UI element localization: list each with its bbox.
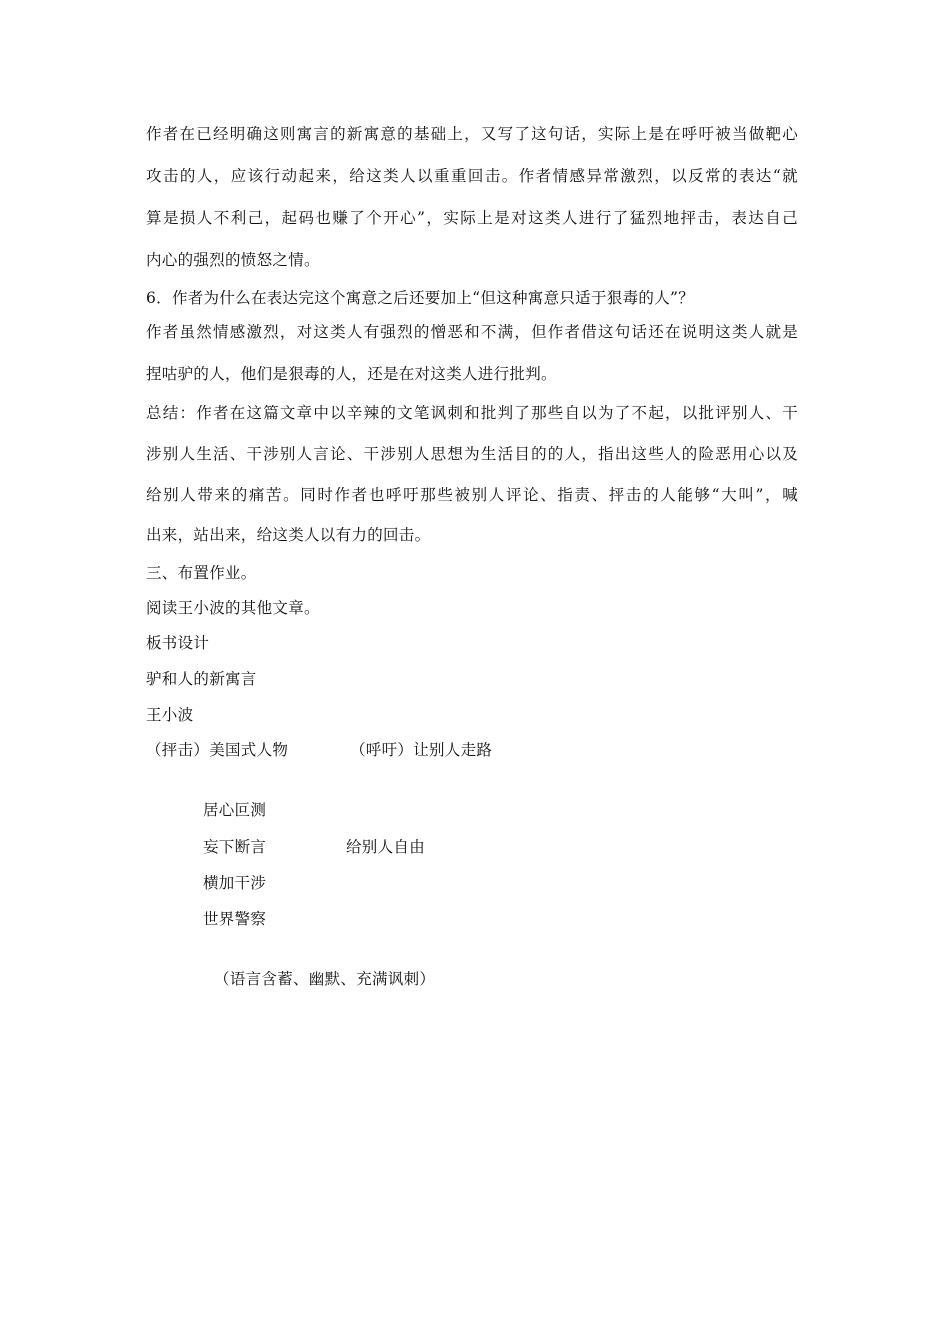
- board-right-header: （呼吁）让别人走路: [350, 741, 493, 759]
- paragraph-line: 算是损人不利己，起码也赚了个开心”，实际上是对这类人进行了猛烈地抨击，表达自己: [146, 209, 798, 227]
- summary-line: 涉别人生活、干涉别人言论、干涉别人思想为生活目的的人，指出这些人的险恶用心以及: [146, 445, 798, 463]
- board-left-item: 居心叵测: [203, 801, 267, 819]
- board-left-item: 世界警察: [203, 910, 267, 928]
- question-6: 6．作者为什么在表达完这个寓意之后还要加上“但这种寓意只适于狠毒的人”？: [146, 289, 695, 307]
- board-heading: 板书设计: [146, 634, 210, 652]
- paragraph-line: 捏咕驴的人，他们是狠毒的人，还是在对这类人进行批判。: [146, 365, 557, 383]
- homework-text: 阅读王小波的其他文章。: [146, 599, 320, 617]
- paragraph-line: 攻击的人，应该行动起来，给这类人以重重回击。作者情感异常激烈，以反常的表达“就: [146, 167, 798, 185]
- paragraph-line: 作者在已经明确这则寓言的新寓意的基础上，又写了这句话，实际上是在呼吁被当做靶心: [146, 125, 798, 143]
- summary-line: 出来，站出来，给这类人以有力的回击。: [146, 526, 431, 544]
- board-title: 驴和人的新寓言: [146, 670, 257, 688]
- board-right-item: 给别人自由: [346, 838, 426, 856]
- board-author: 王小波: [146, 706, 194, 724]
- board-left-item: 妄下断言: [203, 838, 267, 856]
- board-left-item: 横加干涉: [203, 874, 267, 892]
- board-left-header: （抨击）美国式人物: [146, 741, 289, 759]
- summary-line: 总结：作者在这篇文章中以辛辣的文笔讽刺和批判了那些自以为了不起，以批评别人、干: [146, 404, 798, 422]
- paragraph-line: 作者虽然情感激烈，对这类人有强烈的憎恶和不满，但作者借这句话还在说明这类人就是: [146, 323, 798, 341]
- paragraph-line: 内心的强烈的愤怒之情。: [146, 251, 320, 269]
- board-footer: （语言含蓄、幽默、充满讽刺）: [214, 970, 436, 988]
- section-heading: 三、布置作业。: [146, 564, 257, 582]
- summary-line: 给别人带来的痛苦。同时作者也呼吁那些被别人评论、指责、抨击的人能够“大叫”，喊: [146, 486, 798, 504]
